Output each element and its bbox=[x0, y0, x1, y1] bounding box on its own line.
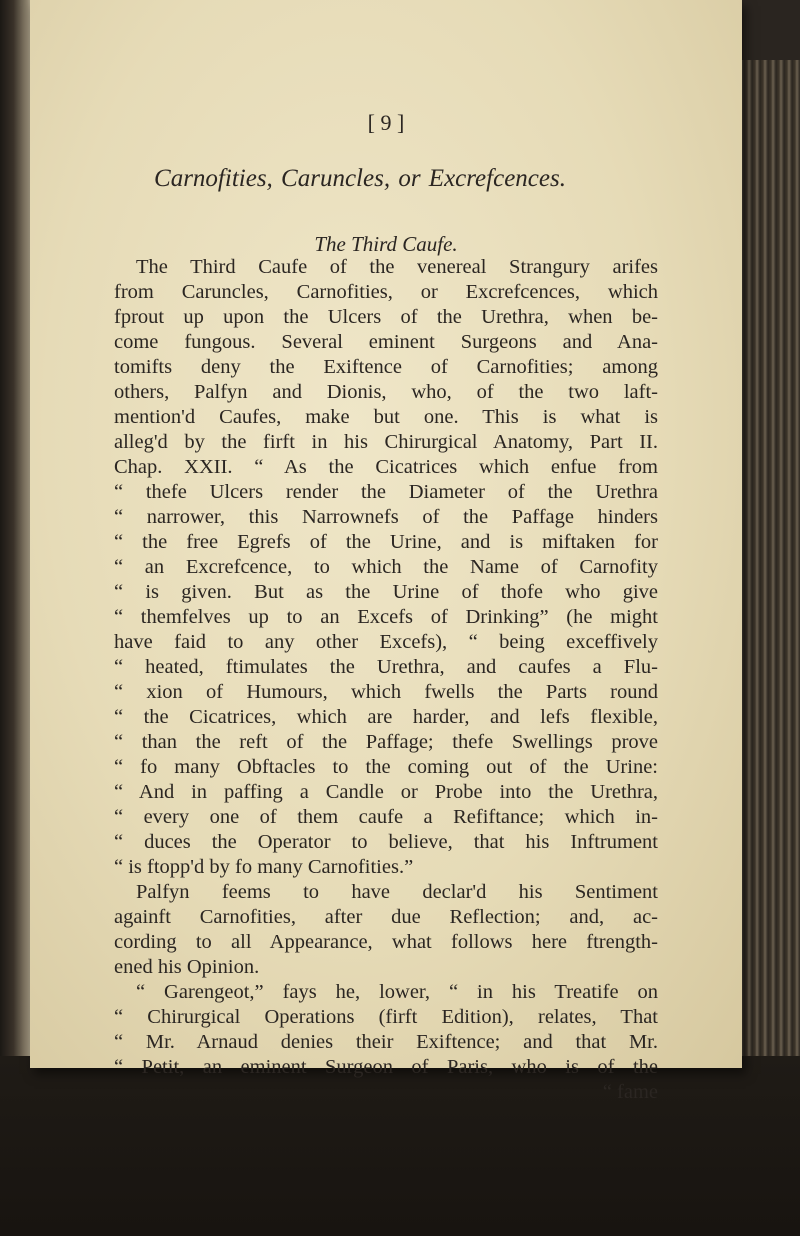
body-line: Chap. XXII. “ As the Cicatrices which enfue from bbox=[114, 456, 658, 478]
body-line: againft Carnofities, after due Reflection; and, ac- bbox=[114, 906, 658, 928]
body-line: “ fo many Obftacles to the coming out of the Urine: bbox=[114, 756, 658, 778]
body-line: “ Chirurgical Operations (firft Edition), relates, That bbox=[114, 1006, 658, 1028]
page-number: [ 9 ] bbox=[367, 110, 405, 135]
body-line: “ is ftopp'd by fo many Carnofities.” bbox=[114, 856, 414, 878]
body-line: alleg'd by the firft in his Chirurgical Anatomy, Part II. bbox=[114, 431, 658, 453]
body-line: have faid to any other Excefs), “ being exceffively bbox=[114, 631, 658, 653]
body-line: “ duces the Operator to believe, that his Inftrument bbox=[114, 831, 658, 853]
body-line: ened his Opinion. bbox=[114, 956, 260, 978]
body-line: Palfyn feems to have declar'd his Sentiment bbox=[136, 881, 658, 903]
chapter-title: Carnofities, Caruncles, or Excrefcences. bbox=[154, 165, 566, 192]
body-line: mention'd Caufes, make but one. This is what is bbox=[114, 406, 658, 428]
body-line: fprout up upon the Ulcers of the Urethra, when be- bbox=[114, 306, 658, 328]
book-page bbox=[30, 0, 742, 1103]
body-line: tomifts deny the Exiftence of Carnofities; among bbox=[114, 356, 658, 378]
body-line: The Third Caufe of the venereal Strangury arifes bbox=[136, 256, 658, 278]
body-line: “ every one of them caufe a Refiftance; which in- bbox=[114, 806, 658, 828]
body-line: “ And in paffing a Candle or Probe into the Urethra, bbox=[114, 781, 658, 803]
body-line: “ heated, ftimulates the Urethra, and caufes a Flu- bbox=[114, 656, 658, 678]
book-left-edge bbox=[0, 0, 34, 1236]
body-line: from Caruncles, Carnofities, or Excrefcences, which bbox=[114, 281, 658, 303]
body-line: “ an Excrefcence, to which the Name of Carnofity bbox=[114, 556, 658, 578]
body-line: “ narrower, this Narrownefs of the Paffage hinders bbox=[114, 506, 658, 528]
section-title: The Third Caufe. bbox=[314, 232, 458, 256]
body-line: “ than the reft of the Paffage; thefe Swellings prove bbox=[114, 731, 658, 753]
body-line: “ Garengeot,” fays he, lower, “ in his Treatife on bbox=[136, 981, 658, 1003]
body-line: “ the free Egrefs of the Urine, and is miftaken for bbox=[114, 531, 658, 553]
body-line: “ Mr. Arnaud denies their Exiftence; and that Mr. bbox=[114, 1031, 658, 1053]
body-line: come fungous. Several eminent Surgeons and Ana- bbox=[114, 331, 658, 353]
body-line: “ themfelves up to an Excefs of Drinking” (he might bbox=[114, 606, 658, 628]
body-line: others, Palfyn and Dionis, who, of the two laft- bbox=[114, 381, 658, 403]
body-line: “ is given. But as the Urine of thofe who give bbox=[114, 581, 658, 603]
body-line: “ Petit, an eminent Surgeon of Paris, who is of the bbox=[114, 1056, 658, 1078]
catchword: “ fame bbox=[602, 1081, 658, 1103]
body-line: “ the Cicatrices, which are harder, and lefs flexible, bbox=[114, 706, 658, 728]
body-line: “ thefe Ulcers render the Diameter of the Urethra bbox=[114, 481, 658, 503]
body-line: cording to all Appearance, what follows here ftrength- bbox=[114, 931, 658, 953]
body-line: “ xion of Humours, which fwells the Parts round bbox=[114, 681, 658, 703]
